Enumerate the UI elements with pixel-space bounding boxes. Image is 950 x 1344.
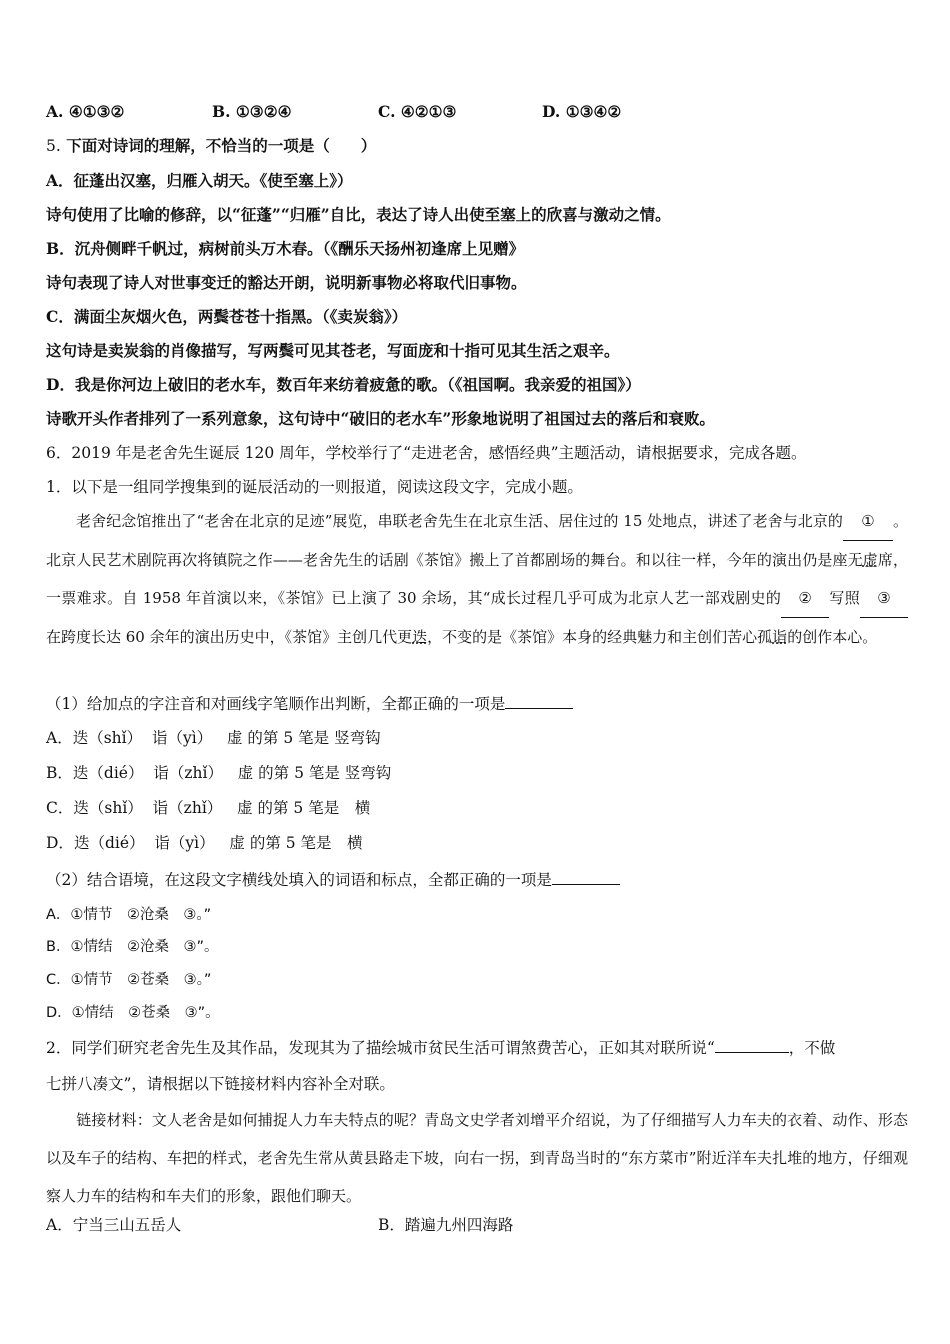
- q4-option-a: A. ④①③②: [46, 102, 125, 121]
- q6-2-stem: （2）结合语境，在这段文字横线处填入的词语和标点，全都正确的一项是: [46, 870, 910, 890]
- q6-1-option-a: A．迭（shǐ） 诣（yì） 虚 的第 5 笔是 竖弯钩: [46, 729, 381, 747]
- blank-1: ①: [843, 502, 893, 541]
- q6-sub2-stem: 2．同学们研究老舍先生及其作品，发现其为了描绘城市贫民生活可谓煞费苦心，正如其对联所说“ ，不做: [46, 1039, 836, 1057]
- q6-2-option-c: C．①情节 ②苍桑 ③。”: [46, 972, 212, 988]
- q6-2-option-b: B．①情结 ②沧桑 ③”。: [46, 939, 219, 955]
- q5-option-a-explanation: 诗句使用了比喻的修辞，以“征蓬”“归雁”自比，表达了诗人出使至塞上的欣喜与激动之情。: [46, 205, 671, 224]
- q5-option-d-explanation: 诗歌开头作者排列了一系列意象，这句诗中“破旧的老水车”形象地说明了祖国过去的落后和衰败。: [46, 409, 715, 428]
- q6-sub1-stem: 1．以下是一组同学搜集到的诞辰活动的一则报道，阅读这段文字，完成小题。: [46, 478, 583, 496]
- q5-option-b-explanation: 诗句表现了诗人对世事变迁的豁达开朗，说明新事物必将取代旧事物。: [46, 273, 527, 292]
- q6-1-option-b: B．迭（dié） 诣（zhǐ） 虚 的第 5 笔是 竖弯钩: [46, 764, 392, 782]
- q5-option-d: D．我是你河边上破旧的老水车，数百年来纺着疲惫的歌。（《祖国啊。我亲爱的祖国》）: [46, 375, 641, 394]
- q6-1-option-c: C．迭（shǐ） 诣（zhǐ） 虚 的第 5 笔是 横: [46, 799, 371, 817]
- q6-1-option-d: D．迭（dié） 诣（yì） 虚 的第 5 笔是 横: [46, 834, 363, 852]
- q6-1-stem: （1）给加点的字注音和对画线字笔顺作出判断，全都正确的一项是: [46, 694, 910, 714]
- q6-stem: 6．2019 年是老舍先生诞辰 120 周年，学校举行了“走进老舍，感悟经典”主题活动，请根据要求，完成各题。: [46, 444, 807, 462]
- final-option-b: B．踏遍九州四海路: [378, 1216, 514, 1234]
- link-material: 链接材料：文人老舍是如何捕捉人力车夫特点的呢？青岛文史学者刘增平介绍说，为了仔细描写人力车夫的衣着、动作、形态以及车子的结构、车把的样式，老舍先生常从黄县路走下坡，向右一拐，到青岛当时的“东方菜市”附近洋车夫扎堆的地方，仔细观察人力车的结构和车夫们的形象，跟他们聊天。: [46, 1111, 908, 1205]
- answer-blank[interactable]: [505, 694, 573, 709]
- q5-stem: 5. 下面对诗词的理解，不恰当的一项是（ ）: [46, 136, 377, 155]
- couplet-blank[interactable]: [715, 1038, 789, 1053]
- answer-blank[interactable]: [552, 870, 620, 885]
- q4-option-c: C. ④②①③: [378, 102, 457, 121]
- blank-3: ③: [860, 579, 908, 618]
- blank-2: ②: [781, 579, 829, 618]
- q5-option-c: C．满面尘灰烟火色，两鬓苍苍十指黑。（《卖炭翁》）: [46, 307, 408, 326]
- q6-passage: 老舍纪念馆推出了“老舍在北京的足迹”展览，串联老舍先生在北京生活、居住过的 15 处地点，讲述了老舍与北京的 ① 。北京人民艺术剧院再次将镇院之作——老舍先生的话剧《茶馆》搬上了首都剧场的舞台。和以往一样，今年的演出仍是座无虚席，一票难求。自 1958 年首演以来，《茶馆》已上演了 30 余场，其“成长过程几乎可成为北京人艺一部戏剧史的 ② 写照 ③在跨度长达 60 余年的演出历史中，《茶馆》主创几代更迭，不变的是《茶馆》本身的经典魅力和主创们苦心孤诣的创作本心。: [46, 502, 908, 656]
- q4-option-b: B. ①③②④: [212, 102, 292, 121]
- q5-option-b: B．沉舟侧畔千帆过，病树前头万木春。（《酬乐天扬州初逢席上见赠》: [46, 239, 525, 258]
- q4-option-d: D. ①③④②: [542, 102, 622, 121]
- q5-option-c-explanation: 这句诗是卖炭翁的肖像描写，写两鬓可见其苍老，写面庞和十指可见其生活之艰辛。: [46, 341, 620, 360]
- q5-option-a: A．征蓬出汉塞，归雁入胡天。《使至塞上》）: [46, 171, 353, 190]
- final-option-a: A．宁当三山五岳人: [46, 1216, 182, 1234]
- q6-2-option-a: A．①情节 ②沧桑 ③。”: [46, 907, 212, 923]
- q6-sub2-stem-cont: 七拼八凑文”，请根据以下链接材料内容补全对联。: [46, 1075, 395, 1093]
- q6-2-option-d: D．①情结 ②苍桑 ③”。: [46, 1005, 220, 1021]
